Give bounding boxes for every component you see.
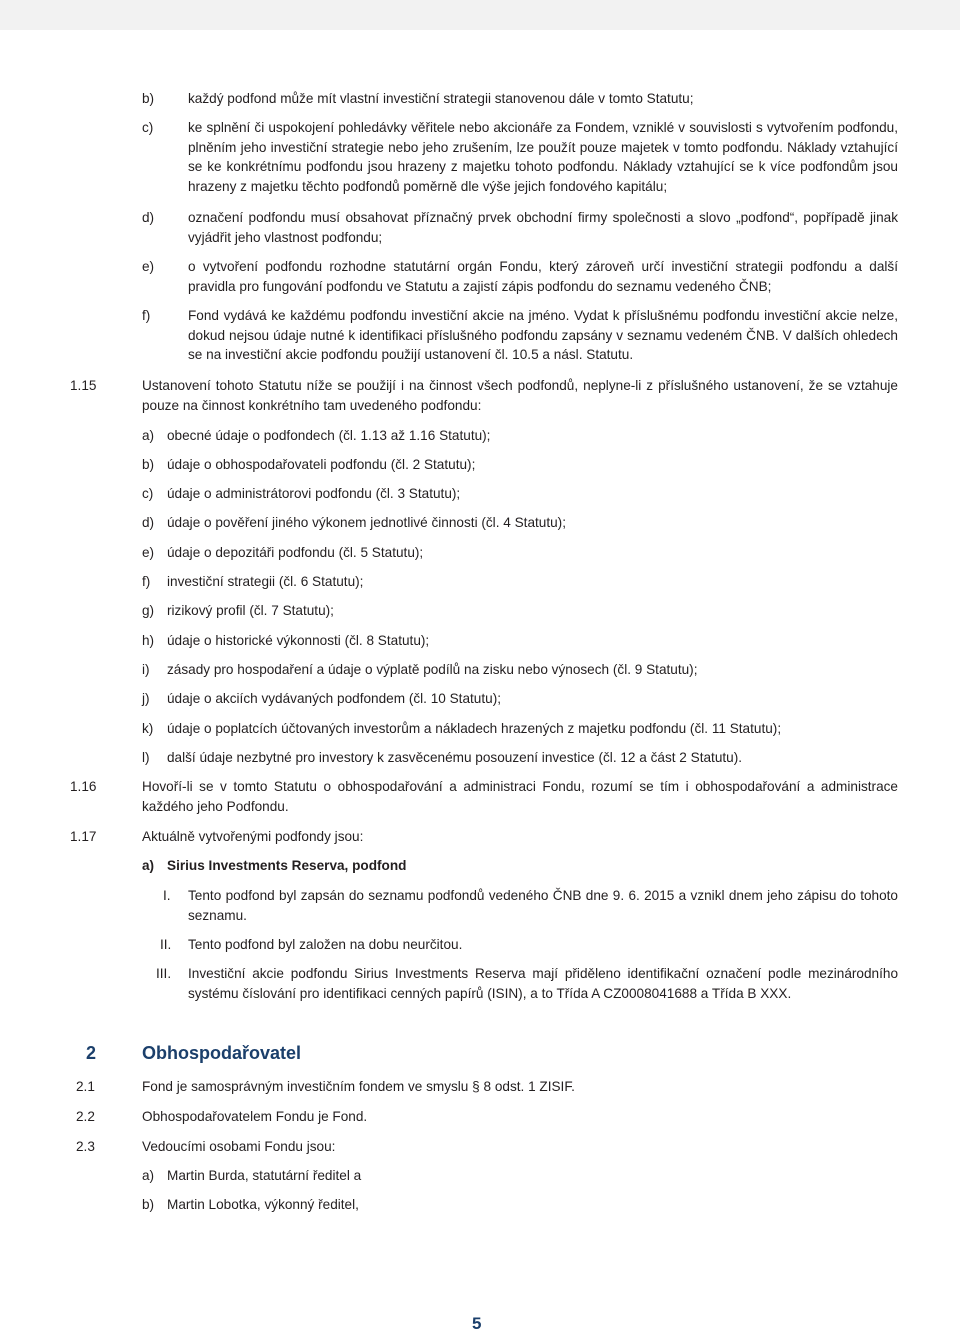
- list-item-text: údaje o akciích vydávaných podfondem (čl. 10 Statutu);: [167, 691, 501, 706]
- section-text: Hovoří-li se v tomto Statutu o obhospodařování a administraci Fondu, rozumí se tím i obhospodařování a administrace každého jeho Podfondu.: [142, 779, 898, 814]
- list-item-text: zásady pro hospodaření a údaje o výplatě podílů na zisku nebo výnosech (čl. 9 Statutu);: [167, 662, 698, 677]
- list-label: g): [142, 603, 155, 618]
- list-label: b): [142, 1197, 155, 1212]
- section-number: 1.15: [70, 378, 97, 393]
- list-item-text: Martin Burda, statutární ředitel a: [167, 1168, 362, 1183]
- list-label: d): [142, 210, 155, 225]
- roman-label: I.: [163, 888, 171, 903]
- list-label: a): [142, 858, 155, 873]
- chapter-number: 2: [86, 1043, 97, 1063]
- section-number: 2.1: [76, 1079, 95, 1094]
- section-number: 2.2: [76, 1109, 95, 1124]
- list-label: f): [142, 574, 151, 589]
- list-label: e): [142, 545, 155, 560]
- list-item-text: každý podfond může mít vlastní investiční strategii stanovenou dále v tomto Statutu;: [188, 91, 694, 106]
- roman-label: II.: [160, 937, 172, 952]
- roman-item-text: Investiční akcie podfondu Sirius Investments Reserva mají přiděleno identifikační označení podle mezinárodního systému číslování pro identifikaci cenných papírů (ISIN), a to Třída A CZ0008041688 a Třída B XXX.: [188, 966, 898, 1001]
- section-text: Ustanovení tohoto Statutu níže se použijí i na činnost všech podfondů, neplyne-li z příslušného ustanovení, že se vztahuje pouze na činnost konkrétního tam uvedeného podfondu:: [142, 378, 898, 413]
- section-text: Fond je samosprávným investičním fondem ve smyslu § 8 odst. 1 ZISIF.: [142, 1079, 575, 1094]
- list-label: a): [142, 428, 155, 443]
- list-item-text: Fond vydává ke každému podfondu investiční akcie na jméno. Vydat k příslušnému podfondu investiční akcie nelze, dokud nejsou údaje nutné k identifikaci příslušného podfondu zapsány v seznamu vedeném ČNB. V dalších ohledech se na investiční akcie podfondu použijí ustanovení čl. 10.5 a násl. Statutu.: [188, 308, 898, 362]
- list-item-text: označení podfondu musí obsahovat příznačný prvek obchodní firmy společnosti a slovo „podfond“, popřípadě jinak vyjádřit jeho vlastnost podfondu;: [188, 210, 898, 245]
- top-bar: [0, 0, 960, 30]
- roman-label: III.: [156, 966, 172, 981]
- list-label: h): [142, 633, 155, 648]
- list-item-text: obecné údaje o podfondech (čl. 1.13 až 1.16 Statutu);: [167, 428, 491, 443]
- list-label: k): [142, 721, 154, 736]
- roman-item-text: Tento podfond byl založen na dobu neurčitou.: [188, 937, 463, 952]
- list-label: b): [142, 91, 155, 106]
- list-item-text: investiční strategii (čl. 6 Statutu);: [167, 574, 364, 589]
- list-label: f): [142, 308, 151, 323]
- section-text: Aktuálně vytvořenými podfondy jsou:: [142, 829, 364, 844]
- list-label: c): [142, 120, 154, 135]
- chapter-title: Obhospodařovatel: [142, 1043, 302, 1063]
- section-number: 2.3: [76, 1139, 95, 1154]
- list-item-text: o vytvoření podfondu rozhodne statutární orgán Fondu, který zároveň určí investiční strategii podfondu a další pravidla pro fungování podfondu ve Statutu a zajistí zápis podfondu do seznamu vedeného ČNB;: [188, 259, 898, 294]
- section-text: Vedoucími osobami Fondu jsou:: [142, 1139, 336, 1154]
- list-item-text: údaje o obhospodařovateli podfondu (čl. 2 Statutu);: [167, 457, 476, 472]
- section-number: 1.16: [70, 779, 97, 794]
- list-item-text: údaje o pověření jiného výkonem jednotlivé činnosti (čl. 4 Statutu);: [167, 515, 566, 530]
- list-label: l): [142, 750, 150, 765]
- list-item-text: rizikový profil (čl. 7 Statutu);: [167, 603, 334, 618]
- list-item-text: další údaje nezbytné pro investory k zasvěcenému posouzení investice (čl. 12 a část 2 Statutu).: [167, 750, 743, 765]
- list-item-text: údaje o depozitáři podfondu (čl. 5 Statutu);: [167, 545, 424, 560]
- section-text: Obhospodařovatelem Fondu je Fond.: [142, 1109, 368, 1124]
- list-label: c): [142, 486, 154, 501]
- list-label: d): [142, 515, 155, 530]
- list-label: e): [142, 259, 155, 274]
- list-item-text: údaje o poplatcích účtovaných investorům a nákladech hrazených z majetku podfondu (čl. 11 Statutu);: [167, 721, 782, 736]
- list-item-text: ke splnění či uspokojení pohledávky věřitele nebo akcionáře za Fondem, vzniklé v souvislosti s vytvořením podfondu, plněním jeho investiční strategie nebo jeho zrušením, lze použít pouze majetek v tomto podfondu. Náklady vztahující se ke konkrétnímu podfondu jsou hrazeny z majetku tohoto podfondu. Náklady vztahující se k více podfondům jsou hrazeny z majetku těchto podfondů poměrně dle výše jejich fondového kapitálu;: [188, 120, 898, 194]
- list-label: a): [142, 1168, 155, 1183]
- list-item-text: Martin Lobotka, výkonný ředitel,: [167, 1197, 359, 1212]
- list-item-text: údaje o historické výkonnosti (čl. 8 Statutu);: [167, 633, 430, 648]
- list-label: j): [142, 691, 150, 706]
- section-number: 1.17: [70, 829, 97, 844]
- page-number: 5: [472, 1314, 482, 1333]
- list-label: i): [142, 662, 150, 677]
- list-label: b): [142, 457, 155, 472]
- list-item-text: údaje o administrátorovi podfondu (čl. 3 Statutu);: [167, 486, 461, 501]
- subfund-title: Sirius Investments Reserva, podfond: [167, 858, 407, 873]
- roman-item-text: Tento podfond byl zapsán do seznamu podfondů vedeného ČNB dne 9. 6. 2015 a vznikl dnem jeho zápisu do tohoto seznamu.: [188, 888, 898, 923]
